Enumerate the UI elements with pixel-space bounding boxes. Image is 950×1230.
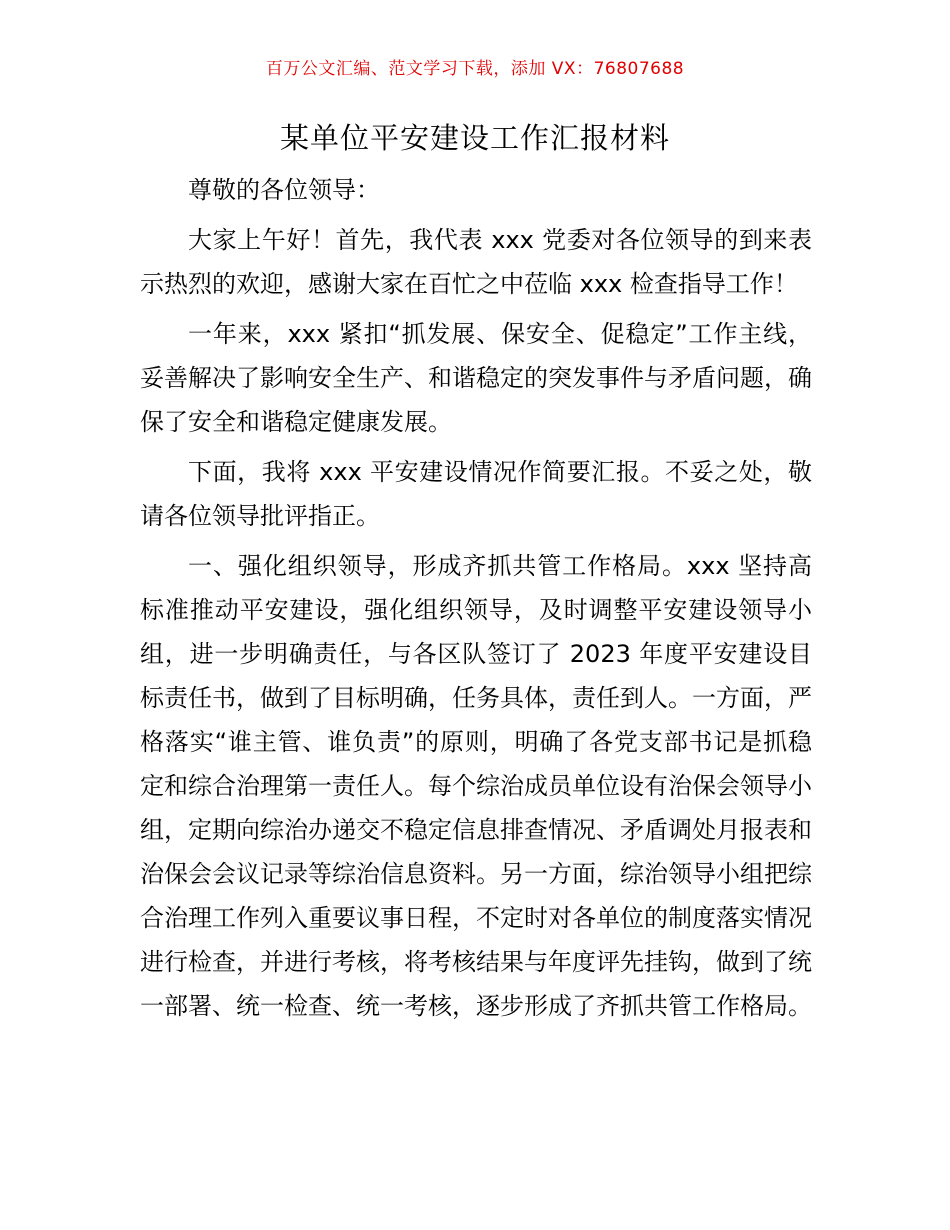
document-title: 某单位平安建设工作汇报材料 bbox=[279, 121, 670, 155]
paragraph-opening: 大家上午好！首先，我代表 xxx 党委对各位领导的到来表示热烈的欢迎，感谢大家在百忙之中莅临 xxx 检查指导工作！ bbox=[140, 226, 812, 298]
document-body bbox=[140, 168, 812, 1028]
paragraph-intro: 下面，我将 xxx 平安建设情况作简要汇报。不妥之处，敬请各位领导批评指正。 bbox=[140, 458, 812, 530]
paragraph-overview: 一年来，xxx 紧扣“抓发展、保安全、促稳定”工作主线，妥善解决了影响安全生产、和谐稳定的突发事件与矛盾问题，确保了安全和谐稳定健康发展。 bbox=[140, 320, 812, 436]
greeting: 尊敬的各位领导： bbox=[188, 176, 380, 204]
promo-banner: 百万公文汇编、范文学习下载，添加 VX：76807688 bbox=[265, 59, 685, 79]
paragraph-section-1: 一、强化组织领导，形成齐抓共管工作格局。xxx 坚持高标准推动平安建设，强化组织领导，及时调整平安建设领导小组，进一步明确责任，与各区队签订了 2023 年度平安建设目标责任书，做到了目标明确，任务具体，责任到人。一方面，严格落实“谁主管、谁负责”的原则，明确了各党支部书记是抓稳定和综合治理第一责任人。每个综治成员单位设有治保会领导小组，定期向综治办递交不稳定信息排查情况、矛盾调处月报表和治保会会议记录等综治信息资料。另一方面，综治领导小组把综合治理工作列入重要议事日程，不定时对各单位的制度落实情况进行检查，并进行考核，将考核结果与年度评先挂钩，做到了统一部署、统一检查、统一考核，逐步形成了齐抓共管工作格局。 bbox=[140, 552, 812, 1020]
